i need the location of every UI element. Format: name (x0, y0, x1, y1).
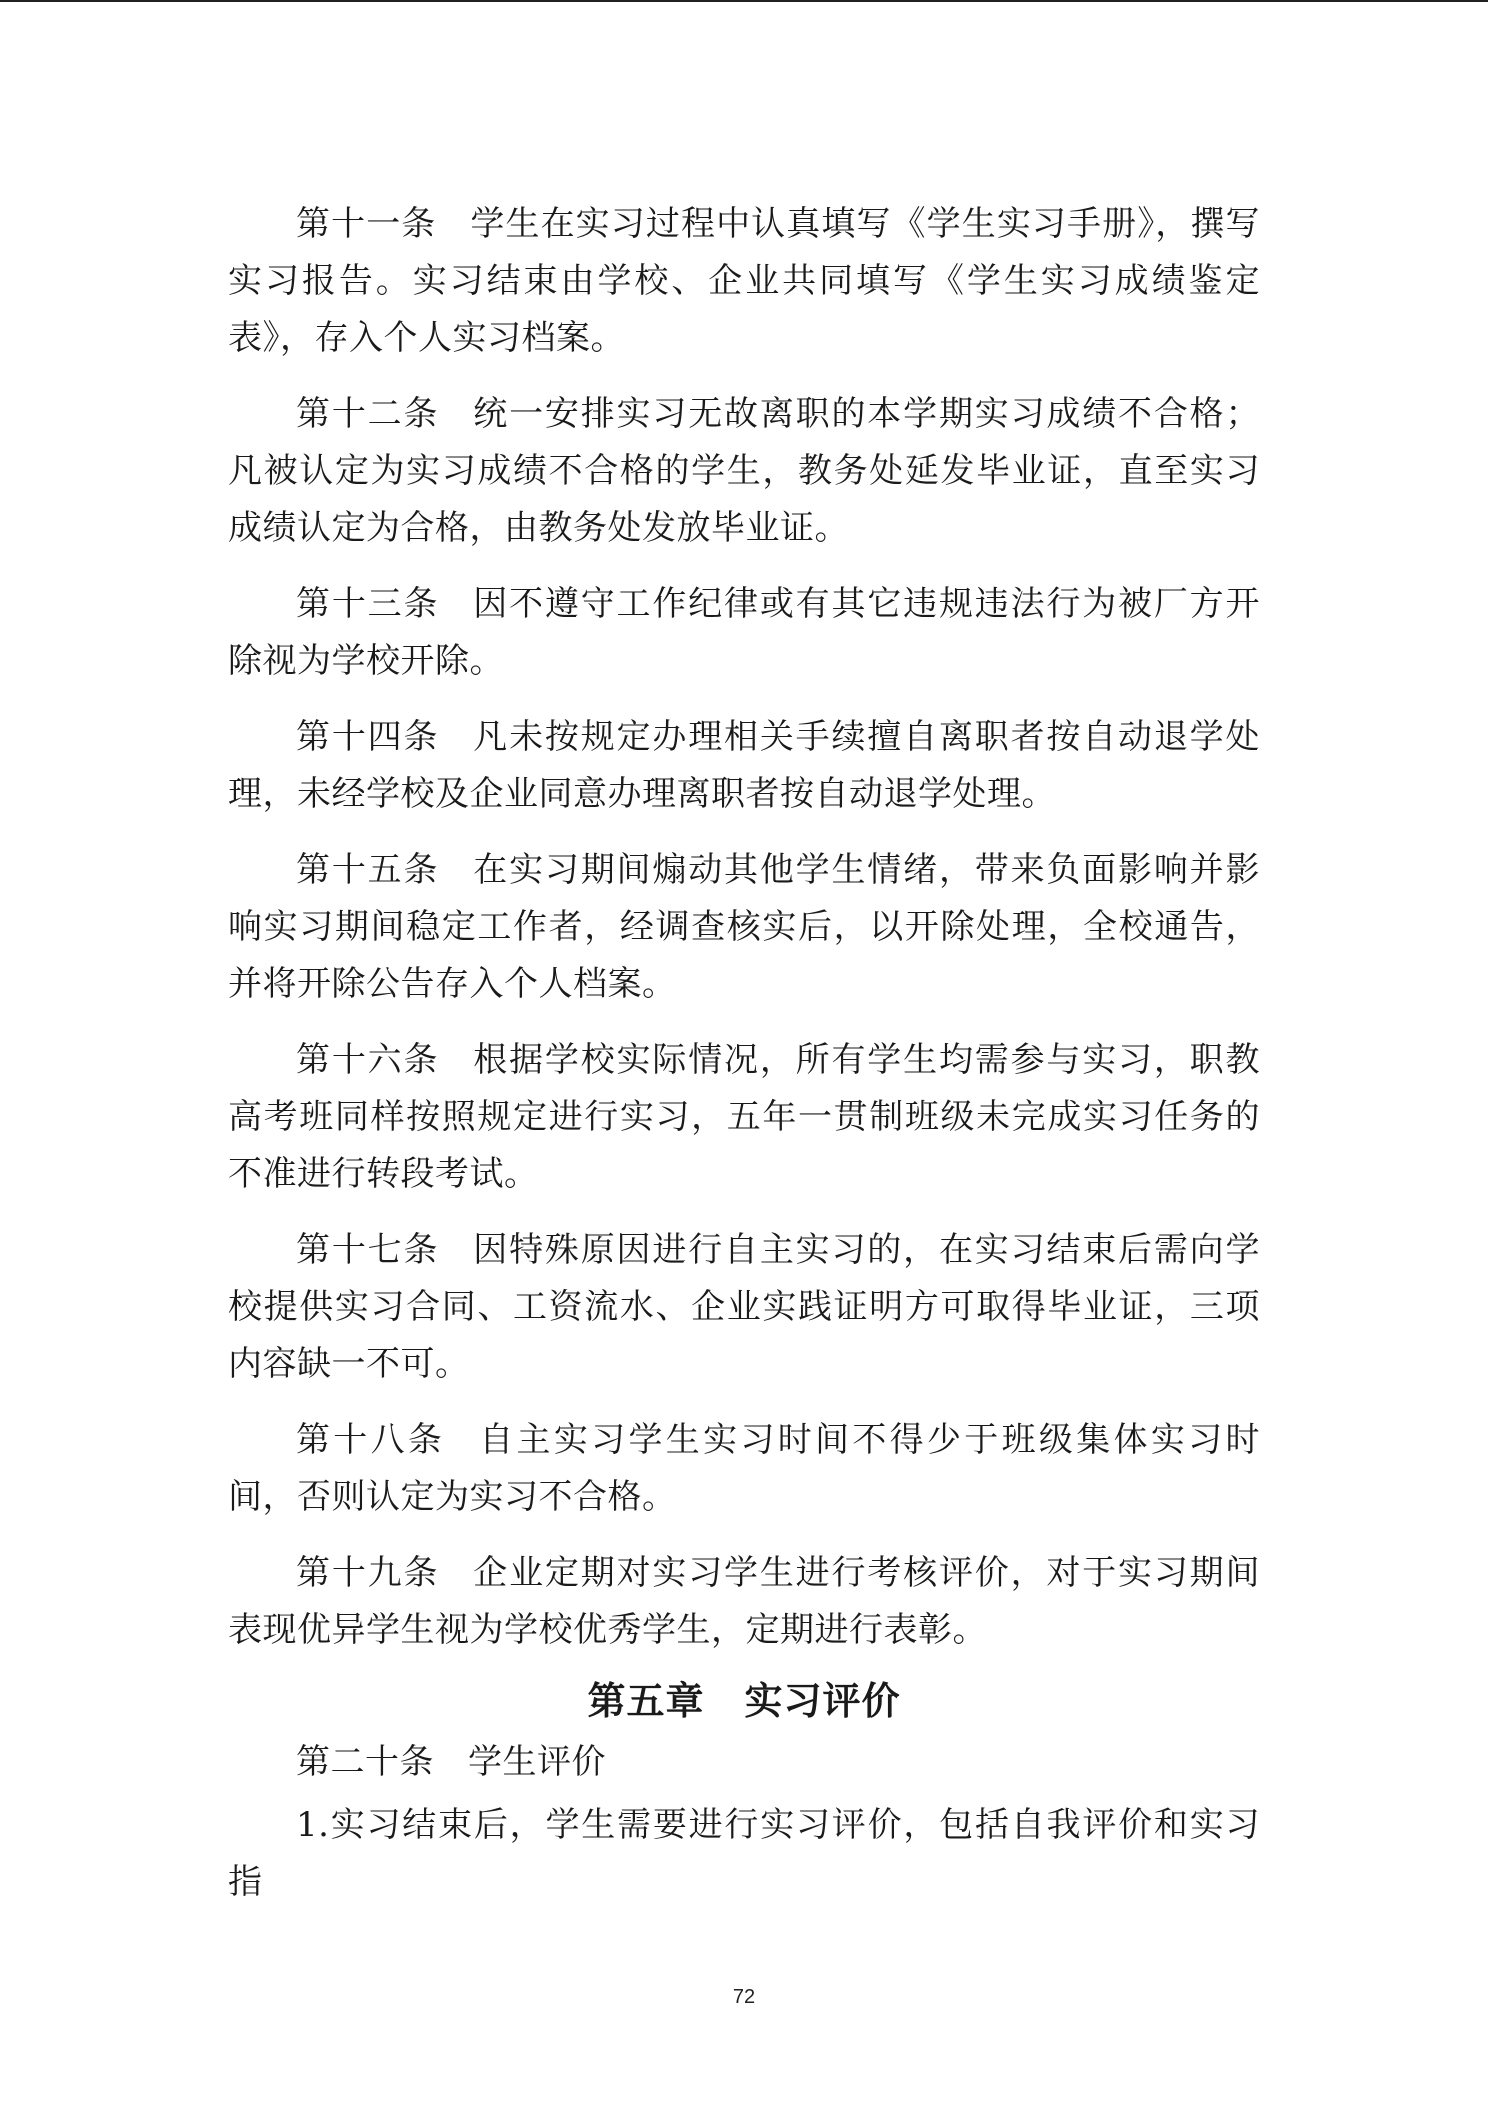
article-16 (228, 1032, 1260, 1203)
article-text: 统一安排实习无故离职的本学期实习成绩不合格；凡被认定为实习成绩不合格的学生，教务处延发毕业证，直至实习成绩认定为合格，由教务处发放毕业证。 (228, 394, 1260, 548)
article-text: 在实习期间煽动其他学生情绪，带来负面影响并影响实习期间稳定工作者，经调查核实后，以开除处理，全校通告，并将开除公告存入个人档案。 (228, 850, 1260, 1004)
list-item-1: 1.实习结束后，学生需要进行实习评价，包括自我评价和实习指 (228, 1805, 1260, 1902)
article-text: 企业定期对实习学生进行考核评价，对于实习期间表现优异学生视为学校优秀学生，定期进行表彰。 (228, 1553, 1260, 1650)
article-number: 第十七条 (296, 1230, 440, 1270)
article-text: 根据学校实际情况，所有学生均需参与实习，职教高考班同样按照规定进行实习，五年一贯制班级未完成实习任务的不准进行转段考试。 (228, 1040, 1260, 1194)
chapter-number: 第五章 (587, 1679, 705, 1723)
article-number: 第十一条 (296, 204, 437, 244)
article-title: 学生评价 (468, 1742, 606, 1782)
article-number: 第二十条 (296, 1742, 434, 1782)
article-19 (228, 1545, 1260, 1659)
article-14 (228, 709, 1260, 823)
article-13 (228, 576, 1260, 690)
article-text: 因特殊原因进行自主实习的，在实习结束后需向学校提供实习合同、工资流水、企业实践证明方可取得毕业证，三项内容缺一不可。 (228, 1230, 1260, 1384)
article-text: 凡未按规定办理相关手续擅自离职者按自动退学处理，未经学校及企业同意办理离职者按自动退学处理。 (228, 717, 1260, 814)
article-text: 学生在实习过程中认真填写《学生实习手册》，撰写实习报告。实习结束由学校、企业共同填写《学生实习成绩鉴定表》，存入个人实习档案。 (228, 204, 1261, 358)
article-17 (228, 1222, 1260, 1393)
page-number: 72 (732, 1986, 756, 2008)
article-number: 第十六条 (296, 1040, 440, 1080)
article-15 (228, 842, 1260, 1013)
article-number: 第十四条 (296, 717, 440, 757)
chapter-heading (228, 1672, 1260, 1730)
article-number: 第十九条 (296, 1553, 440, 1593)
article-18 (228, 1412, 1260, 1526)
article-number: 第十三条 (296, 584, 440, 624)
top-border-line (0, 0, 1488, 2)
page-body (228, 196, 1260, 1930)
article-12 (228, 386, 1260, 557)
article-text: 自主实习学生实习时间不得少于班级集体实习时间，否则认定为实习不合格。 (228, 1420, 1260, 1517)
chapter-title: 实习评价 (744, 1679, 901, 1723)
article-text: 因不遵守工作纪律或有其它违规违法行为被厂方开除视为学校开除。 (228, 584, 1260, 681)
article-number: 第十五条 (296, 850, 440, 890)
article-number: 第十二条 (296, 394, 440, 434)
article-11 (228, 196, 1260, 367)
article-20-heading (228, 1734, 1260, 1791)
article-number: 第十八条 (296, 1420, 446, 1460)
